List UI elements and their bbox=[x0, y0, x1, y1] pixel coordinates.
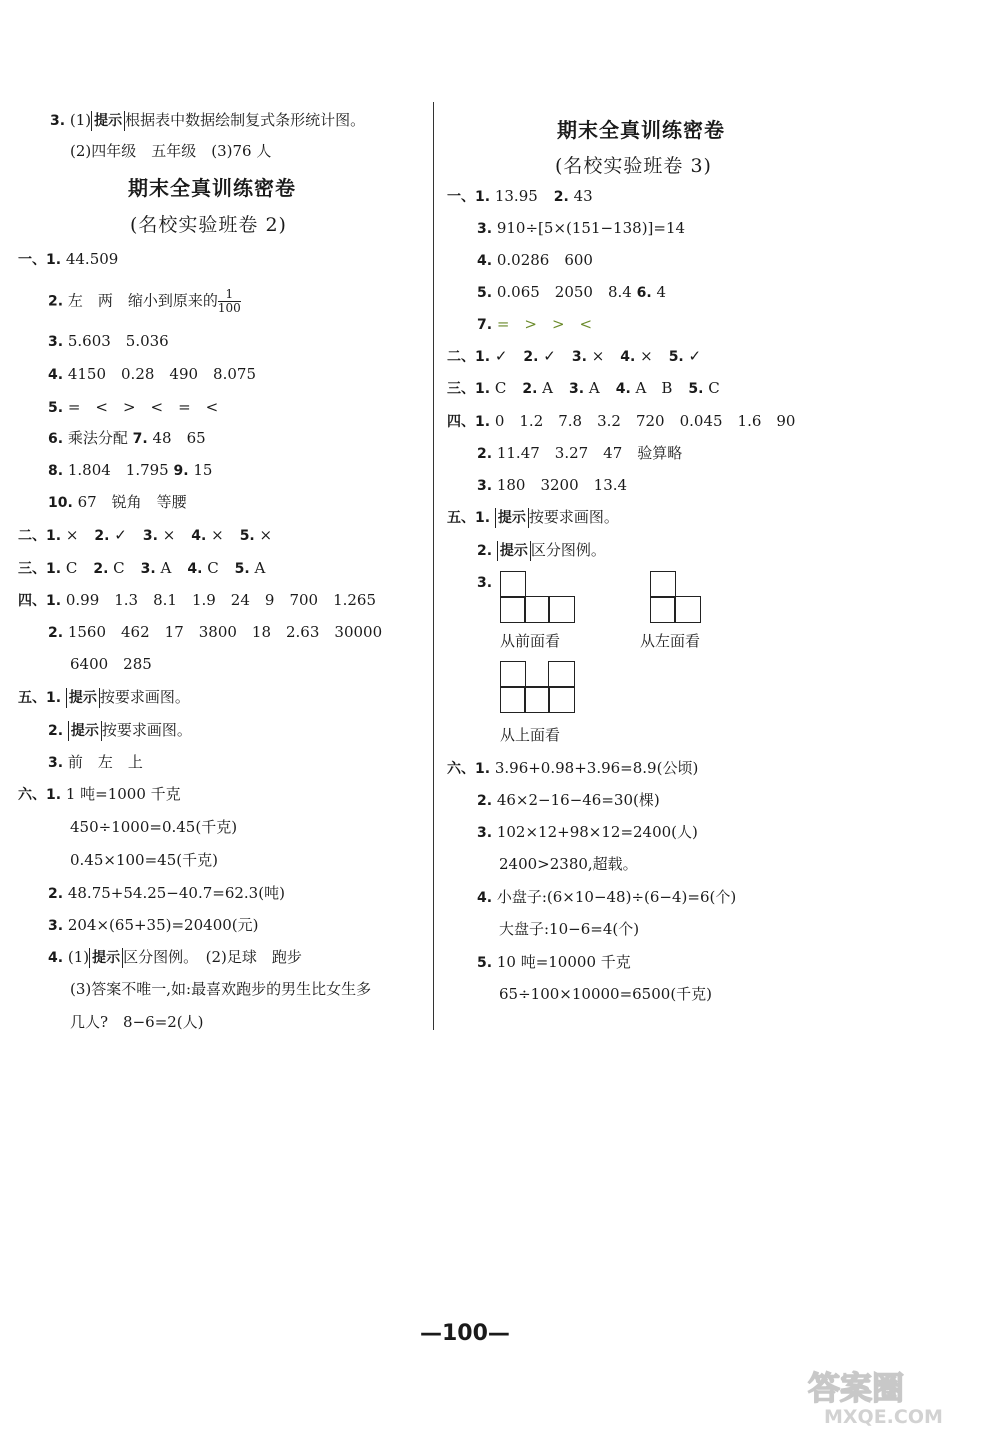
left-view-caption: 从左面看 bbox=[640, 632, 701, 650]
right-s6-q3: 3. 102×12+98×12=2400(人) bbox=[477, 823, 698, 841]
fraction: $\frac{1}{100}$ bbox=[217, 287, 241, 315]
view-square bbox=[500, 596, 526, 623]
left-s1-q4: 4. 4150 0.28 490 8.075 bbox=[48, 365, 256, 383]
tip-badge: 提示 bbox=[68, 721, 102, 741]
top-view-caption: 从上面看 bbox=[500, 726, 561, 744]
left-s1-q2: 2. 左 两 缩小到原来的 $\frac{1}{100}$ bbox=[48, 287, 241, 315]
left-subtitle: (名校实验班卷 2) bbox=[130, 214, 287, 236]
right-s3: 三、1. C 2. A 3. A 4. A B 5. C bbox=[447, 379, 720, 397]
tip-badge: 提示 bbox=[91, 111, 125, 131]
right-s5-q1: 五、1. 提示 按要求画图。 bbox=[447, 508, 619, 526]
right-s6-q2: 2. 46×2−16−46=30(棵) bbox=[477, 791, 660, 809]
right-s1-q4: 4. 0.0286 600 bbox=[477, 251, 593, 269]
right-s5-q3: 3. bbox=[477, 575, 493, 591]
right-title: 期末全真训练密卷 bbox=[557, 118, 725, 142]
tip-badge: 提示 bbox=[66, 688, 100, 708]
left-s5-q1: 五、1. 提示 按要求画图。 bbox=[18, 688, 190, 706]
left-q3-line1: 3. (1) 提示 根据表中数据绘制复式条形统计图。 bbox=[50, 111, 366, 129]
left-s6-q1: 六、1. 1 吨=1000 千克 bbox=[18, 785, 181, 803]
view-square bbox=[524, 596, 550, 623]
left-q3-line2: (2)四年级 五年级 (3)76 人 bbox=[70, 142, 272, 160]
left-s6-q4: 4. (1) 提示 区分图例。 (2)足球 跑步 bbox=[48, 948, 302, 966]
tip-badge: 提示 bbox=[89, 948, 123, 968]
left-s4-q1: 四、1. 0.99 1.3 8.1 1.9 24 9 700 1.265 bbox=[18, 591, 377, 609]
view-square bbox=[548, 661, 575, 688]
view-square bbox=[524, 686, 550, 713]
view-square bbox=[500, 661, 526, 688]
right-s4-q3: 3. 180 3200 13.4 bbox=[477, 476, 628, 494]
watermark-logo bbox=[800, 1365, 995, 1427]
left-s4-q2b: 6400 285 bbox=[70, 655, 152, 673]
front-view-diagram bbox=[500, 571, 575, 623]
tip-badge: 提示 bbox=[495, 508, 529, 528]
left-s6-q2: 2. 48.75+54.25−40.7=62.3(吨) bbox=[48, 884, 285, 902]
watermark-bottom: MXQE.COM bbox=[824, 1406, 943, 1427]
right-s5-q2: 2. 提示 区分图例。 bbox=[477, 541, 606, 559]
view-square bbox=[650, 596, 676, 623]
view-square bbox=[548, 596, 575, 623]
right-s6-q5b: 65÷100×10000=6500(千克) bbox=[499, 985, 713, 1003]
view-square bbox=[650, 571, 676, 598]
left-s1-q5: 5. = < > < = < bbox=[48, 398, 219, 416]
left-s1-q8: 8. 1.804 1.795 9. 15 bbox=[48, 461, 213, 479]
left-s3: 三、1. C 2. C 3. A 4. C 5. A bbox=[18, 559, 266, 577]
right-s1-q5: 5. 0.065 2050 8.4 6. 4 bbox=[477, 283, 666, 301]
view-square bbox=[500, 686, 526, 713]
view-square bbox=[548, 686, 575, 713]
watermark-top: 答案圈 bbox=[808, 1369, 905, 1407]
right-s6-q4: 4. 小盘子:(6×10−48)÷(6−4)=6(个) bbox=[477, 888, 737, 906]
right-s4-q1: 四、1. 0 1.2 7.8 3.2 720 0.045 1.6 90 bbox=[447, 412, 796, 430]
right-s6-q5: 5. 10 吨=10000 千克 bbox=[477, 953, 631, 971]
right-s1-q7: 7. = > > < bbox=[477, 315, 593, 333]
left-s6-q3: 3. 204×(65+35)=20400(元) bbox=[48, 916, 259, 934]
right-s1-q3: 3. 910÷[5×(151−138)]=14 bbox=[477, 219, 686, 237]
right-s2: 二、1. ✓ 2. ✓ 3. × 4. × 5. ✓ bbox=[447, 347, 702, 365]
left-s5-q2: 2. 提示 按要求画图。 bbox=[48, 721, 192, 739]
view-square-gap bbox=[524, 661, 550, 688]
right-s1-q1: 一、1. 13.95 2. 43 bbox=[447, 187, 593, 205]
view-square bbox=[500, 571, 526, 598]
right-subtitle: (名校实验班卷 3) bbox=[555, 155, 712, 177]
left-s6-q4c: 几人? 8−6=2(人) bbox=[70, 1013, 204, 1031]
left-s1-q1: 一、1. 44.509 bbox=[18, 250, 119, 268]
left-s1-q3: 3. 5.603 5.036 bbox=[48, 332, 169, 350]
left-view-diagram bbox=[650, 571, 701, 623]
right-s6-q4b: 大盘子:10−6=4(个) bbox=[499, 920, 640, 938]
left-s6-q1b: 450÷1000=0.45(千克) bbox=[70, 818, 238, 836]
right-s4-q2: 2. 11.47 3.27 47 验算略 bbox=[477, 444, 683, 462]
left-s5-q3: 3. 前 左 上 bbox=[48, 753, 143, 771]
tip-badge: 提示 bbox=[497, 541, 531, 561]
front-view-caption: 从前面看 bbox=[500, 632, 561, 650]
left-s6-q4b: (3)答案不唯一,如:最喜欢跑步的男生比女生多 bbox=[70, 980, 372, 998]
left-s4-q2: 2. 1560 462 17 3800 18 2.63 30000 bbox=[48, 623, 383, 641]
right-s6-q1: 六、1. 3.96+0.98+3.96=8.9(公顷) bbox=[447, 759, 699, 777]
left-s6-q1c: 0.45×100=45(千克) bbox=[70, 851, 218, 869]
right-s6-q3b: 2400>2380,超载。 bbox=[499, 855, 638, 873]
top-view-diagram bbox=[500, 661, 575, 713]
page-number: —100— bbox=[420, 1321, 510, 1346]
view-square bbox=[674, 596, 701, 623]
left-s1-q10: 10. 67 锐角 等腰 bbox=[48, 493, 187, 511]
left-s2: 二、1. × 2. ✓ 3. × 4. × 5. × bbox=[18, 526, 273, 544]
left-title: 期末全真训练密卷 bbox=[128, 176, 296, 200]
column-divider bbox=[433, 102, 434, 1030]
left-s1-q6: 6. 乘法分配 7. 48 65 bbox=[48, 429, 206, 447]
